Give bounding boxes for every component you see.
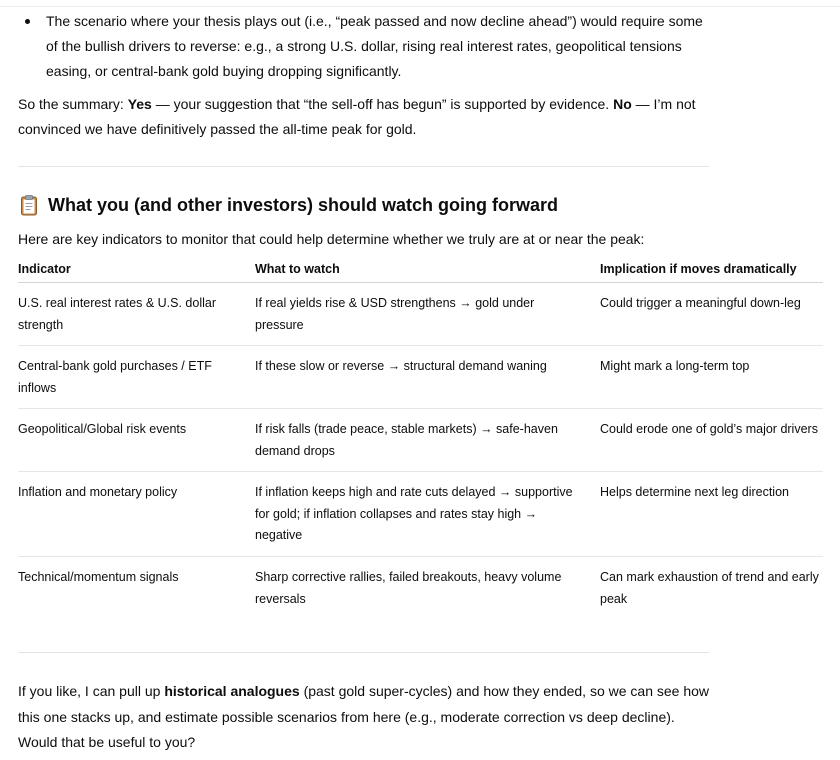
section-heading	[18, 193, 558, 217]
summary-suffix: — I’m not convinced we have definitively passed the all-time peak for gold.	[18, 96, 696, 137]
table-cell-indicator: Inflation and monetary policy	[18, 485, 178, 499]
bullet-list	[18, 9, 718, 84]
bullet-text: The scenario where your thesis plays out (i.e., “peak passed and now decline ahead”) would require some of the bullish drivers to reverse: e.g., a strong U.S. dollar, rising real interest rates, geopolitical tensions easing, or central-bank gold buying dropping significantly.	[46, 13, 703, 79]
table-row	[18, 472, 823, 557]
summary-paragraph	[18, 92, 718, 142]
closing-prefix: If you like, I can pull up	[18, 683, 165, 699]
closing-bold: historical analogues	[164, 683, 300, 699]
summary-yes: Yes	[127, 96, 152, 112]
table-cell-indicator: Geopolitical/Global risk events	[18, 422, 187, 436]
table-header-indicator: Indicator	[18, 262, 71, 276]
summary-middle: — your suggestion that “the sell-off has begun” is supported by evidence.	[151, 96, 614, 112]
section-divider	[18, 166, 709, 167]
table-cell-what-to-watch: Sharp corrective rallies, failed breakouts, heavy volume reversals	[255, 570, 562, 606]
table-cell-indicator: Technical/momentum signals	[18, 570, 179, 584]
table-cell-implication: Could erode one of gold’s major drivers	[600, 422, 818, 436]
table-cell-what-to-watch: If inflation keeps high and rate cuts delayed → supportive for gold; if inflation collapses and rates stay high → negative	[255, 485, 573, 542]
section-intro: Here are key indicators to monitor that could help determine whether we truly are at or near the peak:	[18, 231, 645, 247]
table-header-implication: Implication if moves dramatically	[600, 262, 797, 276]
table-cell-what-to-watch: If risk falls (trade peace, stable markets) → safe-haven demand drops	[255, 422, 558, 458]
bullet-item	[18, 9, 718, 84]
table-cell-implication: Could trigger a meaningful down-leg	[600, 296, 801, 310]
table-cell-implication: Might mark a long-term top	[600, 359, 750, 373]
clipboard-icon	[18, 194, 40, 216]
closing-suffix: (past gold super-cycles) and how they ended, so we can see how this one stacks up, and estimate possible scenarios from here (e.g., moderate correction vs deep decline). Would that be useful to you?	[18, 683, 710, 750]
top-rule	[0, 6, 840, 7]
summary-prefix: So the summary:	[18, 96, 128, 112]
table-cell-implication: Can mark exhaustion of trend and early peak	[600, 570, 819, 606]
table-cell-indicator: Central-bank gold purchases / ETF inflows	[18, 359, 212, 395]
section-divider	[18, 652, 709, 653]
table-header-what-to-watch: What to watch	[255, 262, 340, 276]
section-title: What you (and other investors) should watch going forward	[48, 195, 559, 215]
table-row	[18, 409, 823, 472]
bullet-dot	[25, 19, 30, 24]
table-cell-what-to-watch: If these slow or reverse → structural demand waning	[255, 359, 547, 373]
closing-paragraph	[18, 679, 718, 756]
table-row	[18, 346, 823, 409]
table-row	[18, 283, 823, 346]
table-cell-indicator: U.S. real interest rates & U.S. dollar strength	[18, 296, 216, 332]
summary-no: No	[613, 96, 632, 112]
table-header-row	[18, 258, 823, 283]
table-cell-implication: Helps determine next leg direction	[600, 485, 789, 499]
table-row	[18, 557, 823, 619]
indicator-table	[18, 258, 823, 619]
table-cell-what-to-watch: If real yields rise & USD strengthens → gold under pressure	[255, 296, 535, 332]
